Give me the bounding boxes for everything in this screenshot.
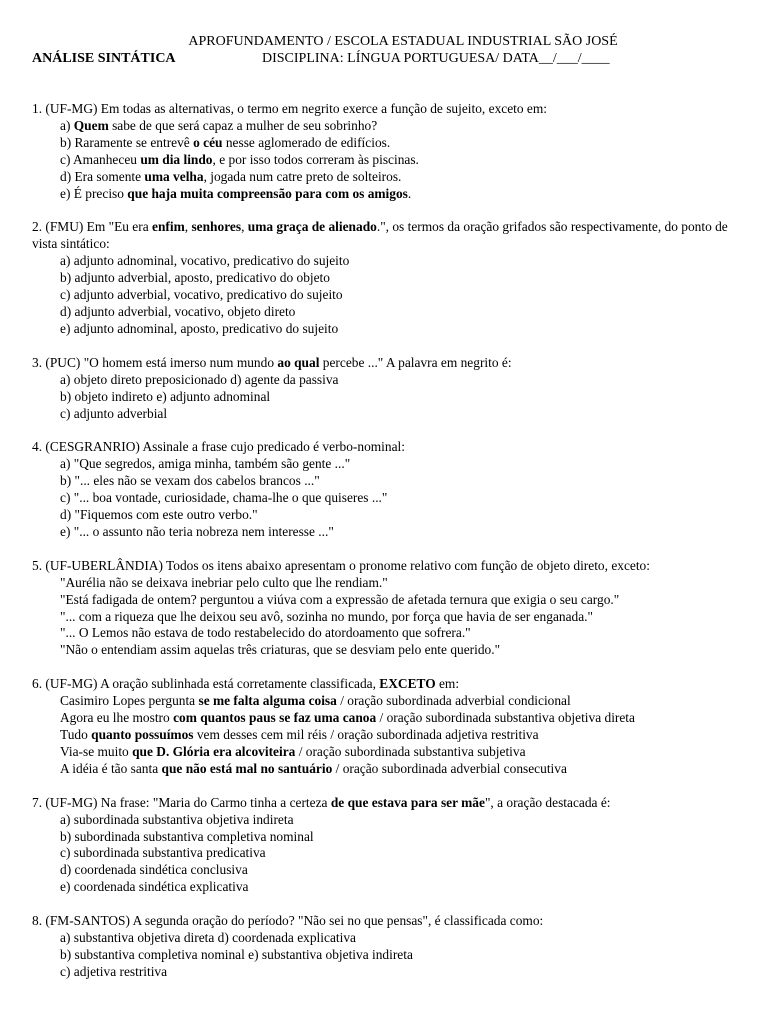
option-c: c) adjunto adverbial, vocativo, predicativo do sujeito xyxy=(60,287,343,303)
option-2: "Está fadigada de ontem? perguntou a viúva com a expressão de afetada ternura que exigia o seu cargo." xyxy=(60,591,620,607)
question-2 xyxy=(32,219,744,337)
option-b: b) adjunto adverbial, aposto, predicativo do objeto xyxy=(60,270,330,286)
option-e: e) adjunto adnominal, aposto, predicativo do sujeito xyxy=(60,320,339,336)
option-c: c) "... boa vontade, curiosidade, chama-lhe o que quiseres ..." xyxy=(60,490,388,506)
question-8 xyxy=(32,913,744,981)
option-c: c) subordinada substantiva predicativa xyxy=(60,845,266,861)
option-5: A idéia é tão santa que não está mal no santuário / oração subordinada adverbial consecutiva xyxy=(60,760,567,776)
option-a: a) "Que segredos, amiga minha, também são gente ..." xyxy=(60,456,351,472)
option-d: d) coordenada sindética conclusiva xyxy=(60,862,248,878)
option-e: e) coordenada sindética explicativa xyxy=(60,879,249,895)
question-stem: 7. (UF-MG) Na frase: "Maria do Carmo tinha a certeza de que estava para ser mãe", a oração destacada é: xyxy=(32,794,611,810)
option-e: e) "... o assunto não teria nobreza nem interesse ..." xyxy=(60,523,334,539)
option-b: b) "... eles não se vexam dos cabelos brancos ..." xyxy=(60,473,320,489)
document-page xyxy=(32,33,744,981)
option-a: a) subordinada substantiva objetiva indireta xyxy=(60,811,294,827)
option-a: a) objeto direto preposicionado d) agente da passiva xyxy=(60,371,339,387)
question-stem: 3. (PUC) "O homem está imerso num mundo ao qual percebe ..." A palavra em negrito é: xyxy=(32,354,512,370)
question-stem: 8. (FM-SANTOS) A segunda oração do período? "Não sei no que pensas", é classificada como: xyxy=(32,913,544,929)
question-1 xyxy=(32,101,744,202)
question-3 xyxy=(32,355,744,423)
option-1: "Aurélia não se deixava inebriar pelo culto que lhe rendiam." xyxy=(60,574,388,590)
discipline-date: DISCIPLINA: LÍNGUA PORTUGUESA/ DATA__/___/____ xyxy=(262,51,610,66)
option-d: d) Era somente uma velha, jogada num catre preto de solteiros. xyxy=(60,168,402,184)
option-b: b) substantiva completiva nominal e) substantiva objetiva indireta xyxy=(60,946,413,962)
question-stem: 5. (UF-UBERLÂNDIA) Todos os itens abaixo apresentam o pronome relativo com função de objeto direto, exceto: xyxy=(32,557,650,573)
option-b: b) objeto indireto e) adjunto adnominal xyxy=(60,388,271,404)
option-1: Casimiro Lopes pergunta se me falta alguma coisa / oração subordinada adverbial condicional xyxy=(60,693,571,709)
option-b: b) Raramente se entrevê o céu nesse aglomerado de edifícios. xyxy=(60,134,391,150)
option-c: c) adjunto adverbial xyxy=(60,405,168,421)
option-2: Agora eu lhe mostro com quantos paus se faz uma canoa / oração subordinada substantiva objetiva direta xyxy=(60,710,635,726)
question-5 xyxy=(32,558,744,659)
option-b: b) subordinada substantiva completiva nominal xyxy=(60,828,314,844)
question-stem: 1. (UF-MG) Em todas as alternativas, o termo em negrito exerce a função de sujeito, exceto em: xyxy=(32,101,547,116)
topic-title: ANÁLISE SINTÁTICA xyxy=(32,51,176,66)
question-7 xyxy=(32,795,744,896)
option-a: a) substantiva objetiva direta d) coordenada explicativa xyxy=(60,930,356,946)
option-a: a) Quem sabe de que será capaz a mulher de seu sobrinho? xyxy=(60,117,378,133)
question-stem: 6. (UF-MG) A oração sublinhada está corretamente classificada, EXCETO em: xyxy=(32,676,460,692)
option-c: c) adjetiva restritiva xyxy=(60,963,168,979)
question-6 xyxy=(32,676,744,777)
option-4: "... O Lemos não estava de todo restabelecido do atordoamento que sofrera." xyxy=(60,625,471,641)
question-stem: 2. (FMU) Em "Eu era enfim, senhores, uma graça de alienado.", os termos da oração grifados são respectivamente, do ponto de vista sintático: xyxy=(32,219,728,252)
question-stem: 4. (CESGRANRIO) Assinale a frase cujo predicado é verbo-nominal: xyxy=(32,439,405,455)
option-d: d) "Fiquemos com este outro verbo." xyxy=(60,507,258,523)
option-d: d) adjunto adverbial, vocativo, objeto direto xyxy=(60,303,296,319)
school-header: APROFUNDAMENTO / ESCOLA ESTADUAL INDUSTRIAL SÃO JOSÉ xyxy=(188,34,618,49)
option-a: a) adjunto adnominal, vocativo, predicativo do sujeito xyxy=(60,253,350,269)
option-3: "... com a riqueza que lhe deixou seu avô, sozinha no mundo, por força que havia de ser enganada." xyxy=(60,608,593,624)
subject-header xyxy=(32,50,744,67)
option-5: "Não o entendiam assim aquelas três criaturas, que se desviam pelo ente querido." xyxy=(60,642,501,658)
option-3: Tudo quanto possuímos vem desses cem mil réis / oração subordinada adjetiva restritiva xyxy=(60,727,539,742)
question-4 xyxy=(32,439,744,540)
option-c: c) Amanheceu um dia lindo, e por isso todos correram às piscinas. xyxy=(60,151,419,167)
option-e: e) É preciso que haja muita compreensão para com os amigos. xyxy=(60,185,412,201)
option-4: Via-se muito que D. Glória era alcoviteira / oração subordinada substantiva subjetiva xyxy=(60,743,526,759)
